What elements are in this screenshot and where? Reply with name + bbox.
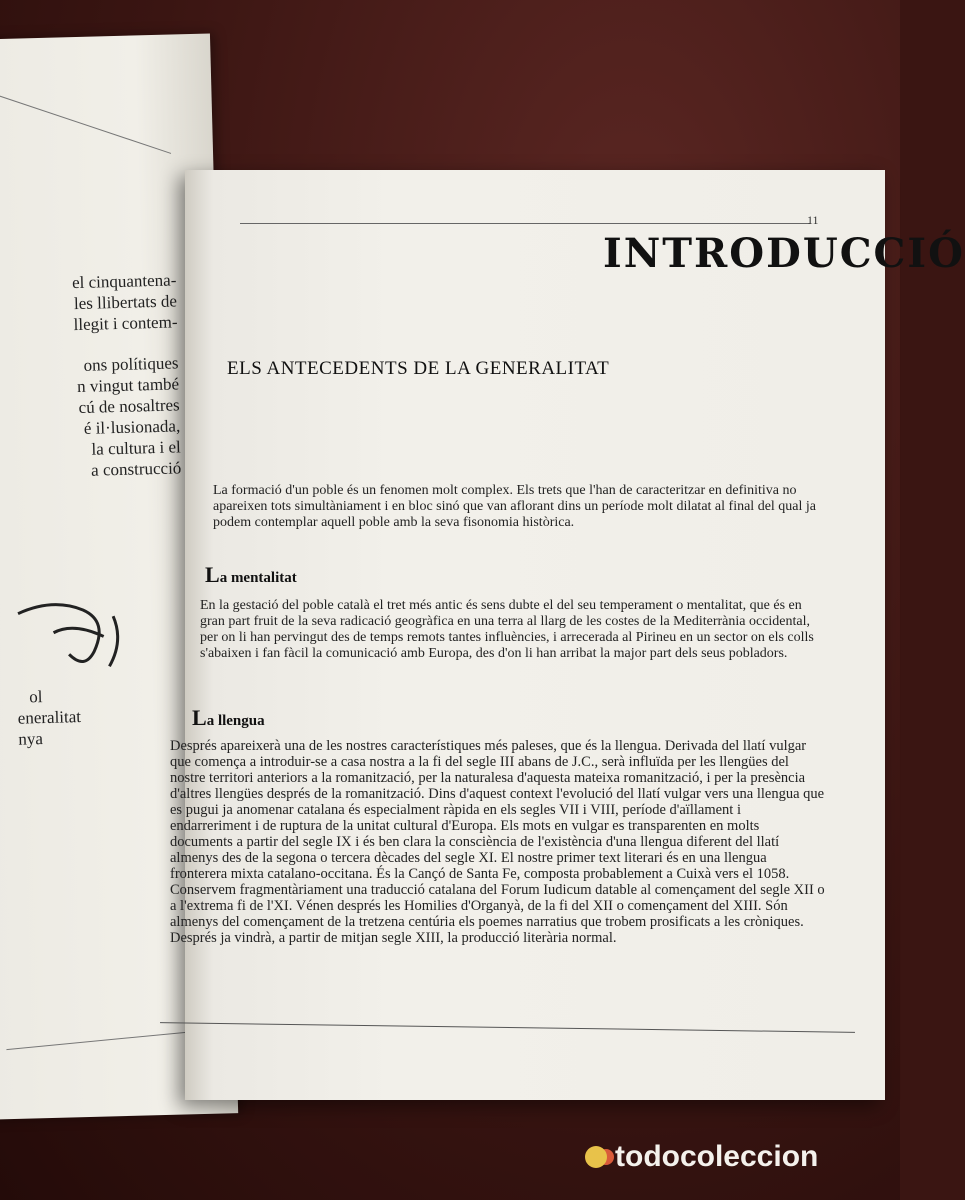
left-line: les llibertats de — [73, 291, 178, 314]
left-line: la cultura i el — [91, 437, 181, 459]
todocoleccion-logo-icon — [585, 1146, 607, 1168]
mentalitat-paragraph: En la gestació del poble català el tret més antic és sens dubte el del seu temperament o mentalitat, que és en gran part fruit de la seva radicació geogràfica en una terra al llarg de les costes de la Mediterrània occidental, per on li han pervingut des de temps remots tantes influències, i arrecerada al Pirineu en un sector on els colls s'abaixen i fan fàcil la comunicació amb Europa, des d'on li han arribat la major part dels seus pobladors. — [200, 598, 814, 661]
left-line: el cinquantena- — [71, 270, 177, 293]
page-title: INTRODUCCIÓ — [603, 230, 965, 277]
footer-rule — [160, 1022, 855, 1033]
left-line: é il·lusionada, — [83, 416, 181, 438]
left-line: ol — [28, 687, 43, 707]
left-line: ons polítiques — [83, 353, 179, 375]
left-page-text-fragment-3 — [17, 685, 82, 750]
left-page-text-fragment-1 — [72, 269, 178, 335]
left-line: n vingut també — [76, 374, 180, 397]
subheading-text: a llengua — [206, 713, 265, 729]
page-number: 11 — [807, 213, 819, 227]
intro-paragraph: La formació d'un poble és un fenomen molt complex. Els trets que l'han de caracteritzar en definitiva no apareixen tots simultàniament i en bloc sinó que van aflorant dins un període molt dilatat al final del qual ja podem contemplar aquell poble amb la seva fisonomia històrica. — [213, 483, 816, 530]
watermark-text: todocoleccion — [615, 1140, 819, 1173]
drop-cap: L — [205, 562, 220, 587]
subheading-text: a mentalitat — [219, 570, 297, 586]
subheading-mentalitat — [205, 562, 297, 588]
left-line: eneralitat — [17, 707, 82, 728]
left-page-rule — [0, 89, 171, 153]
left-line: nya — [18, 729, 44, 749]
left-line: cú de nosaltres — [78, 395, 180, 418]
left-line: a construcció — [90, 458, 182, 480]
watermark — [585, 1140, 818, 1174]
left-line: llegit i contem- — [73, 312, 178, 335]
right-page — [170, 170, 965, 1100]
header-rule — [240, 223, 810, 224]
drop-cap: L — [192, 705, 207, 730]
handwritten-signature — [13, 591, 135, 674]
left-page-rule-bottom — [6, 1030, 205, 1050]
left-page-text-fragment-2 — [76, 352, 181, 481]
llengua-paragraph: Després apareixerà una de les nostres característiques més paleses, que és la llengua. Derivada del llatí vulgar que comença a introduir-se a casa nostra a la fi del segle III abans de J.C., serà influïda per les llengües del nostre territori anteriors a la romanització, per la naturalesa d'aquesta mateixa romanització, i per la presència d'altres llengües després de la romanització. Dins d'aquest context l'evolució del llatí vulgar vers una llengua que es pugui ja anomenar catalana és especialment ràpida en els segles VII i VIII, període d'aïllament i endarreriment i de ruptura de la unitat cultural d'Europa. Els mots en vulgar es transparenten en molts documents a partir del segle IX i és ben clara la consciència de l'existència d'una llengua diferent del llatí almenys des de la segona o tercera dècades del segle XI. El nostre primer text literari és en una llengua fronterera mixta catalano-occitana. És la Cançó de Santa Fe, composta probablement a Cuixà vers el 1058. Conservem fragmentàriament una traducció catalana del Forum Iudicum datable al començament del segle XII o a l'extrema fi de l'XI. Vénen després les Homilies d'Organyà, de la fi del XII o començament del XIII. Són almenys del començament de la tretzena centúria els poemes narratius que trobem prosificats a les cròniques. Després ja vindrà, a partir de mitjan segle XIII, la producció literària normal. — [170, 738, 825, 946]
section-heading: ELS ANTECEDENTS DE LA GENERALITAT — [227, 358, 610, 379]
subheading-llengua — [192, 705, 265, 731]
